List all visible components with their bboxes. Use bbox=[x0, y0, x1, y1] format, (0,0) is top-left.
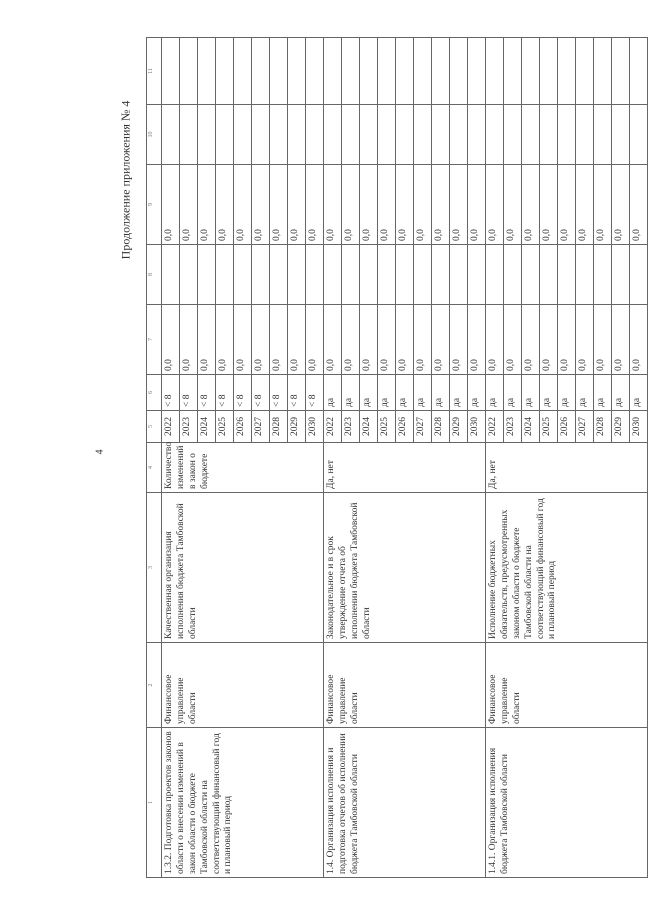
funding-cell: 0,0 bbox=[180, 165, 198, 245]
column-number-2: 2 bbox=[147, 643, 162, 728]
funding-cell: 0,0 bbox=[198, 165, 216, 245]
empty-cell-10 bbox=[288, 105, 306, 165]
funding-cell: 0,0 bbox=[252, 305, 270, 375]
header-row bbox=[147, 38, 162, 878]
expected-result-cell: Законодательное и в срок утверждение отчета об исполнении бюджета Тамбовской области bbox=[324, 493, 486, 643]
funding-cell: 0,0 bbox=[558, 305, 576, 375]
table-row bbox=[162, 38, 180, 878]
empty-cell-11 bbox=[288, 38, 306, 105]
empty-cell-11 bbox=[486, 38, 504, 105]
year-cell: 2029 bbox=[288, 411, 306, 443]
empty-cell-8 bbox=[486, 245, 504, 305]
empty-cell-10 bbox=[486, 105, 504, 165]
empty-cell-8 bbox=[198, 245, 216, 305]
empty-cell-10 bbox=[180, 105, 198, 165]
responsible-cell: Финансовое управление области bbox=[324, 643, 486, 728]
year-cell: 2029 bbox=[450, 411, 468, 443]
activity-name-cell: 1.3.2. Подготовка проектов законов области о внесении изменений в закон области о бюджете Тамбовской области на соответствующий финансовый год и плановый период bbox=[162, 728, 324, 878]
empty-cell-11 bbox=[216, 38, 234, 105]
empty-cell-11 bbox=[612, 38, 630, 105]
empty-cell-11 bbox=[594, 38, 612, 105]
empty-cell-10 bbox=[612, 105, 630, 165]
empty-cell-8 bbox=[594, 245, 612, 305]
empty-cell-11 bbox=[180, 38, 198, 105]
empty-cell-10 bbox=[324, 105, 342, 165]
empty-cell-8 bbox=[414, 245, 432, 305]
empty-cell-11 bbox=[468, 38, 486, 105]
year-cell: 2030 bbox=[306, 411, 324, 443]
funding-cell: 0,0 bbox=[288, 305, 306, 375]
funding-cell: 0,0 bbox=[324, 165, 342, 245]
year-cell: 2023 bbox=[342, 411, 360, 443]
funding-cell: 0,0 bbox=[198, 305, 216, 375]
table-body bbox=[162, 38, 648, 878]
funding-cell: 0,0 bbox=[630, 165, 648, 245]
expected-result-cell: Качественная организация исполнения бюджета Тамбовской области bbox=[162, 493, 324, 643]
indicator-value-cell: да bbox=[414, 375, 432, 411]
funding-cell: 0,0 bbox=[522, 305, 540, 375]
empty-cell-8 bbox=[612, 245, 630, 305]
funding-cell: 0,0 bbox=[234, 165, 252, 245]
funding-cell: 0,0 bbox=[378, 165, 396, 245]
year-cell: 2026 bbox=[558, 411, 576, 443]
empty-cell-11 bbox=[234, 38, 252, 105]
year-cell: 2022 bbox=[324, 411, 342, 443]
empty-cell-10 bbox=[396, 105, 414, 165]
funding-cell: 0,0 bbox=[504, 305, 522, 375]
empty-cell-10 bbox=[414, 105, 432, 165]
empty-cell-8 bbox=[234, 245, 252, 305]
year-cell: 2027 bbox=[252, 411, 270, 443]
empty-cell-11 bbox=[522, 38, 540, 105]
indicator-value-cell: < 8 bbox=[288, 375, 306, 411]
empty-cell-11 bbox=[360, 38, 378, 105]
year-cell: 2023 bbox=[504, 411, 522, 443]
activity-name-cell: 1.4. Организация исполнения и подготовка отчетов об исполнении бюджета Тамбовской области bbox=[324, 728, 486, 878]
empty-cell-11 bbox=[396, 38, 414, 105]
page-number: 4 bbox=[94, 449, 106, 455]
empty-cell-11 bbox=[558, 38, 576, 105]
funding-cell: 0,0 bbox=[270, 305, 288, 375]
funding-cell: 0,0 bbox=[306, 305, 324, 375]
empty-cell-8 bbox=[342, 245, 360, 305]
empty-cell-8 bbox=[396, 245, 414, 305]
empty-cell-11 bbox=[162, 38, 180, 105]
column-number-9: 9 bbox=[147, 165, 162, 245]
empty-cell-11 bbox=[342, 38, 360, 105]
empty-cell-11 bbox=[540, 38, 558, 105]
empty-cell-8 bbox=[288, 245, 306, 305]
empty-cell-10 bbox=[630, 105, 648, 165]
year-cell: 2023 bbox=[180, 411, 198, 443]
funding-cell: 0,0 bbox=[360, 165, 378, 245]
funding-cell: 0,0 bbox=[432, 165, 450, 245]
empty-cell-8 bbox=[432, 245, 450, 305]
column-number-8: 8 bbox=[147, 245, 162, 305]
funding-cell: 0,0 bbox=[270, 165, 288, 245]
year-cell: 2030 bbox=[468, 411, 486, 443]
indicator-value-cell: < 8 bbox=[270, 375, 288, 411]
year-cell: 2028 bbox=[270, 411, 288, 443]
funding-cell: 0,0 bbox=[540, 165, 558, 245]
indicator-value-cell: < 8 bbox=[162, 375, 180, 411]
expected-result-cell: Исполнение бюджетных обязательств, предусмотренных законом области о бюджете Тамбовской области на соответствующий финансовый год и плановый период bbox=[486, 493, 648, 643]
empty-cell-10 bbox=[558, 105, 576, 165]
indicator-value-cell: да bbox=[558, 375, 576, 411]
year-cell: 2028 bbox=[594, 411, 612, 443]
year-cell: 2030 bbox=[630, 411, 648, 443]
funding-cell: 0,0 bbox=[252, 165, 270, 245]
funding-cell: 0,0 bbox=[576, 305, 594, 375]
empty-cell-8 bbox=[522, 245, 540, 305]
indicator-value-cell: да bbox=[450, 375, 468, 411]
indicator-value-cell: да bbox=[522, 375, 540, 411]
empty-cell-8 bbox=[180, 245, 198, 305]
indicator-value-cell: да bbox=[432, 375, 450, 411]
indicator-value-cell: да bbox=[468, 375, 486, 411]
empty-cell-11 bbox=[450, 38, 468, 105]
empty-cell-10 bbox=[162, 105, 180, 165]
empty-cell-11 bbox=[432, 38, 450, 105]
table-row bbox=[486, 38, 504, 878]
funding-cell: 0,0 bbox=[234, 305, 252, 375]
budget-table bbox=[146, 37, 648, 878]
funding-cell: 0,0 bbox=[360, 305, 378, 375]
empty-cell-10 bbox=[540, 105, 558, 165]
funding-cell: 0,0 bbox=[378, 305, 396, 375]
funding-cell: 0,0 bbox=[486, 165, 504, 245]
funding-cell: 0,0 bbox=[216, 165, 234, 245]
empty-cell-8 bbox=[306, 245, 324, 305]
empty-cell-10 bbox=[216, 105, 234, 165]
column-number-3: 3 bbox=[147, 493, 162, 643]
column-number-4: 4 bbox=[147, 443, 162, 493]
year-cell: 2025 bbox=[378, 411, 396, 443]
empty-cell-11 bbox=[324, 38, 342, 105]
empty-cell-10 bbox=[468, 105, 486, 165]
indicator-value-cell: да bbox=[504, 375, 522, 411]
indicator-value-cell: < 8 bbox=[252, 375, 270, 411]
indicator-cell: Количество изменений в закон о бюджете bbox=[162, 443, 324, 493]
empty-cell-10 bbox=[450, 105, 468, 165]
empty-cell-11 bbox=[414, 38, 432, 105]
funding-cell: 0,0 bbox=[504, 165, 522, 245]
funding-cell: 0,0 bbox=[450, 305, 468, 375]
year-cell: 2026 bbox=[396, 411, 414, 443]
empty-cell-11 bbox=[270, 38, 288, 105]
empty-cell-11 bbox=[252, 38, 270, 105]
empty-cell-10 bbox=[252, 105, 270, 165]
funding-cell: 0,0 bbox=[450, 165, 468, 245]
responsible-cell: Финансовое управление области bbox=[162, 643, 324, 728]
column-number-10: 10 bbox=[147, 105, 162, 165]
empty-cell-8 bbox=[468, 245, 486, 305]
indicator-value-cell: да bbox=[324, 375, 342, 411]
indicator-value-cell: < 8 bbox=[306, 375, 324, 411]
column-number-7: 7 bbox=[147, 305, 162, 375]
indicator-value-cell: < 8 bbox=[198, 375, 216, 411]
empty-cell-10 bbox=[576, 105, 594, 165]
indicator-value-cell: да bbox=[576, 375, 594, 411]
year-cell: 2024 bbox=[522, 411, 540, 443]
empty-cell-8 bbox=[324, 245, 342, 305]
funding-cell: 0,0 bbox=[342, 305, 360, 375]
empty-cell-8 bbox=[576, 245, 594, 305]
indicator-value-cell: да bbox=[378, 375, 396, 411]
empty-cell-8 bbox=[252, 245, 270, 305]
empty-cell-11 bbox=[630, 38, 648, 105]
year-cell: 2025 bbox=[216, 411, 234, 443]
funding-cell: 0,0 bbox=[468, 165, 486, 245]
rotated-table-container bbox=[146, 38, 666, 878]
responsible-cell: Финансовое управление области bbox=[486, 643, 648, 728]
funding-cell: 0,0 bbox=[396, 165, 414, 245]
year-cell: 2022 bbox=[486, 411, 504, 443]
funding-cell: 0,0 bbox=[576, 165, 594, 245]
empty-cell-10 bbox=[342, 105, 360, 165]
indicator-value-cell: да bbox=[594, 375, 612, 411]
funding-cell: 0,0 bbox=[558, 165, 576, 245]
column-number-11: 11 bbox=[147, 38, 162, 105]
funding-cell: 0,0 bbox=[414, 305, 432, 375]
funding-cell: 0,0 bbox=[180, 305, 198, 375]
empty-cell-10 bbox=[522, 105, 540, 165]
indicator-value-cell: < 8 bbox=[234, 375, 252, 411]
indicator-value-cell: да bbox=[486, 375, 504, 411]
indicator-cell: Да, нет bbox=[486, 443, 648, 493]
funding-cell: 0,0 bbox=[414, 165, 432, 245]
year-cell: 2022 bbox=[162, 411, 180, 443]
table-row bbox=[324, 38, 342, 878]
empty-cell-8 bbox=[162, 245, 180, 305]
funding-cell: 0,0 bbox=[324, 305, 342, 375]
funding-cell: 0,0 bbox=[630, 305, 648, 375]
empty-cell-10 bbox=[594, 105, 612, 165]
funding-cell: 0,0 bbox=[432, 305, 450, 375]
column-number-6: 6 bbox=[147, 375, 162, 411]
year-cell: 2024 bbox=[198, 411, 216, 443]
funding-cell: 0,0 bbox=[306, 165, 324, 245]
empty-cell-11 bbox=[198, 38, 216, 105]
empty-cell-8 bbox=[630, 245, 648, 305]
empty-cell-11 bbox=[378, 38, 396, 105]
year-cell: 2027 bbox=[414, 411, 432, 443]
empty-cell-10 bbox=[306, 105, 324, 165]
column-number-1: 1 bbox=[147, 728, 162, 878]
empty-cell-8 bbox=[216, 245, 234, 305]
empty-cell-10 bbox=[270, 105, 288, 165]
indicator-value-cell: да bbox=[612, 375, 630, 411]
indicator-value-cell: да bbox=[360, 375, 378, 411]
empty-cell-11 bbox=[576, 38, 594, 105]
empty-cell-8 bbox=[378, 245, 396, 305]
funding-cell: 0,0 bbox=[342, 165, 360, 245]
year-cell: 2029 bbox=[612, 411, 630, 443]
funding-cell: 0,0 bbox=[486, 305, 504, 375]
funding-cell: 0,0 bbox=[540, 305, 558, 375]
year-cell: 2028 bbox=[432, 411, 450, 443]
empty-cell-10 bbox=[234, 105, 252, 165]
funding-cell: 0,0 bbox=[468, 305, 486, 375]
empty-cell-8 bbox=[270, 245, 288, 305]
funding-cell: 0,0 bbox=[396, 305, 414, 375]
activity-name-cell: 1.4.1. Организация исполнения бюджета Тамбовской области bbox=[486, 728, 648, 878]
indicator-value-cell: да bbox=[396, 375, 414, 411]
funding-cell: 0,0 bbox=[522, 165, 540, 245]
empty-cell-10 bbox=[432, 105, 450, 165]
empty-cell-8 bbox=[504, 245, 522, 305]
funding-cell: 0,0 bbox=[594, 165, 612, 245]
indicator-value-cell: < 8 bbox=[180, 375, 198, 411]
empty-cell-10 bbox=[378, 105, 396, 165]
funding-cell: 0,0 bbox=[162, 165, 180, 245]
year-cell: 2027 bbox=[576, 411, 594, 443]
indicator-value-cell: < 8 bbox=[216, 375, 234, 411]
funding-cell: 0,0 bbox=[216, 305, 234, 375]
empty-cell-11 bbox=[504, 38, 522, 105]
indicator-value-cell: да bbox=[540, 375, 558, 411]
empty-cell-10 bbox=[360, 105, 378, 165]
indicator-cell: Да, нет bbox=[324, 443, 486, 493]
empty-cell-10 bbox=[504, 105, 522, 165]
annex-label: Продолжение приложения № 4 bbox=[118, 100, 133, 260]
empty-cell-8 bbox=[558, 245, 576, 305]
funding-cell: 0,0 bbox=[594, 305, 612, 375]
funding-cell: 0,0 bbox=[162, 305, 180, 375]
empty-cell-8 bbox=[360, 245, 378, 305]
year-cell: 2024 bbox=[360, 411, 378, 443]
empty-cell-10 bbox=[198, 105, 216, 165]
funding-cell: 0,0 bbox=[612, 165, 630, 245]
indicator-value-cell: да bbox=[630, 375, 648, 411]
year-cell: 2025 bbox=[540, 411, 558, 443]
empty-cell-11 bbox=[306, 38, 324, 105]
column-number-5: 5 bbox=[147, 411, 162, 443]
empty-cell-8 bbox=[540, 245, 558, 305]
funding-cell: 0,0 bbox=[288, 165, 306, 245]
year-cell: 2026 bbox=[234, 411, 252, 443]
empty-cell-8 bbox=[450, 245, 468, 305]
funding-cell: 0,0 bbox=[612, 305, 630, 375]
indicator-value-cell: да bbox=[342, 375, 360, 411]
